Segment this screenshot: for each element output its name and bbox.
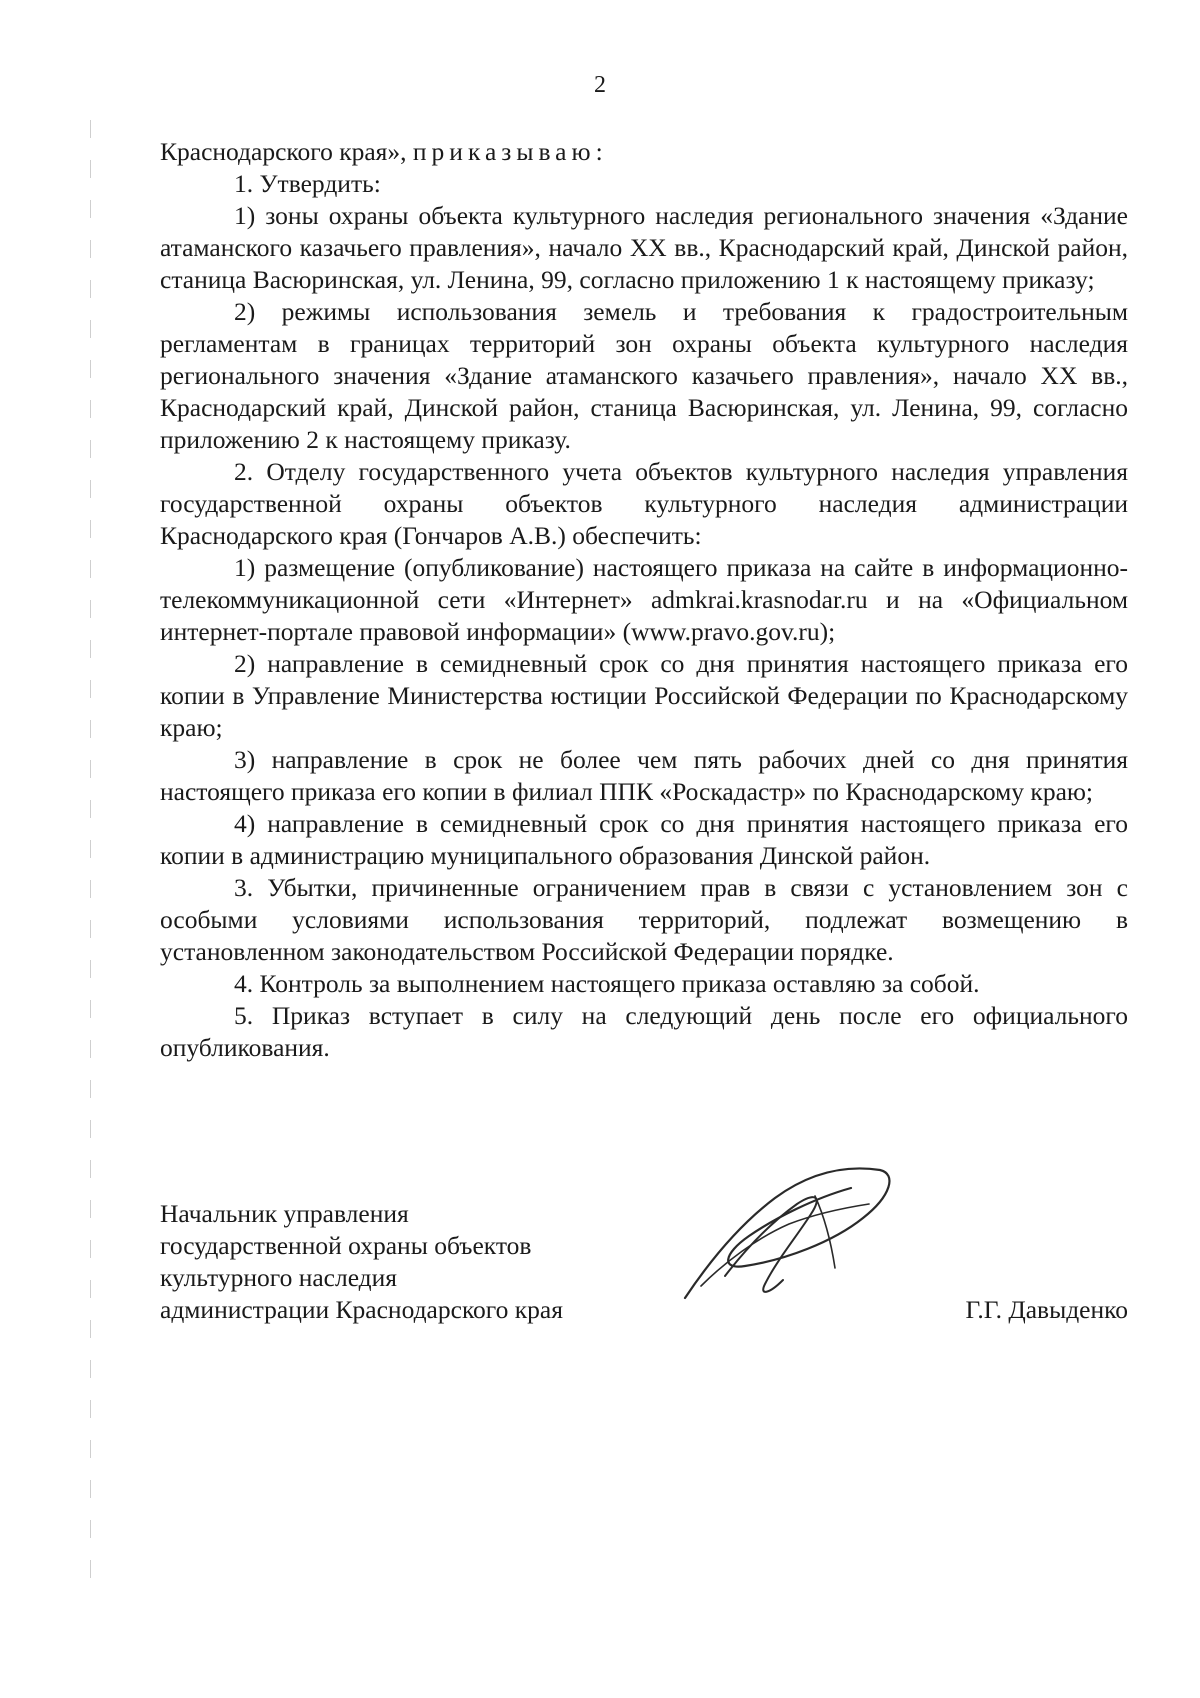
signature-block [160,1198,1128,1348]
paragraph-0-suffix: : [595,137,603,166]
paragraph-9: 3. Убытки, причиненные ограничением прав в связи с установлением зон с особыми условиями использования территорий, подлежат возмещению в установленном законодательством Российской Федерации порядке. [160,873,1128,966]
handwritten-signature [665,1158,905,1308]
signer-position-line: культурного наследия [160,1263,398,1292]
paragraph-4: 2. Отделу государственного учета объектов культурного наследия управления государственной охраны объектов культурного наследия администрации Краснодарского края (Гончаров А.В.) обеспечить: [160,457,1128,550]
scan-edge-mark [90,120,91,1600]
page-number: 2 [594,72,606,98]
paragraph-7: 3) направление в срок не более чем пять рабочих дней со дня принятия настоящего приказа его копии в филиал ППК «Роскадастр» по Краснодарскому краю; [160,745,1128,806]
signer-position [160,1198,563,1326]
paragraph-0 [160,136,1128,168]
paragraph-1: 1. Утвердить: [234,169,381,198]
paragraph-11: 5. Приказ вступает в силу на следующий день после его официального опубликования. [160,1001,1128,1062]
paragraph-6: 2) направление в семидневный срок со дня принятия настоящего приказа его копии в Управление Министерства юстиции Российской Федерации по Краснодарскому краю; [160,649,1128,742]
signer-name: Г.Г. Давыденко [965,1295,1128,1324]
signer-position-line: Начальник управления [160,1199,409,1228]
paragraph-0-prefix: Краснодарского края», [160,137,413,166]
paragraph-5: 1) размещение (опубликование) настоящего приказа на сайте в информационно-телекоммуникационной сети «Интернет» admkrai.krasnodar.ru и на «Официальном интернет-портале правовой информации» (www.pravo.gov.ru); [160,553,1128,646]
signer-position-line: государственной охраны объектов [160,1231,532,1260]
document-body [160,136,1128,1064]
paragraph-3: 2) режимы использования земель и требования к градостроительным регламентам в границах территорий зон охраны объекта культурного наследия регионального значения «Здание атаманского казачьего правления», начало XX вв., Краснодарский край, Динской район, станица Васюринская, ул. Ленина, 99, согласно приложению 2 к настоящему приказу. [160,297,1128,454]
paragraph-8: 4) направление в семидневный срок со дня принятия настоящего приказа его копии в администрацию муниципального образования Динской район. [160,809,1128,870]
signer-position-line: администрации Краснодарского края [160,1295,563,1324]
paragraph-2: 1) зоны охраны объекта культурного наследия регионального значения «Здание атаманского казачьего правления», начало XX вв., Краснодарский край, Динской район, станица Васюринская, ул. Ленина, 99, согласно приложению 1 к настоящему приказу; [160,201,1128,294]
paragraph-10: 4. Контроль за выполнением настоящего приказа оставляю за собой. [234,969,980,998]
order-keyword: приказываю [412,137,596,166]
